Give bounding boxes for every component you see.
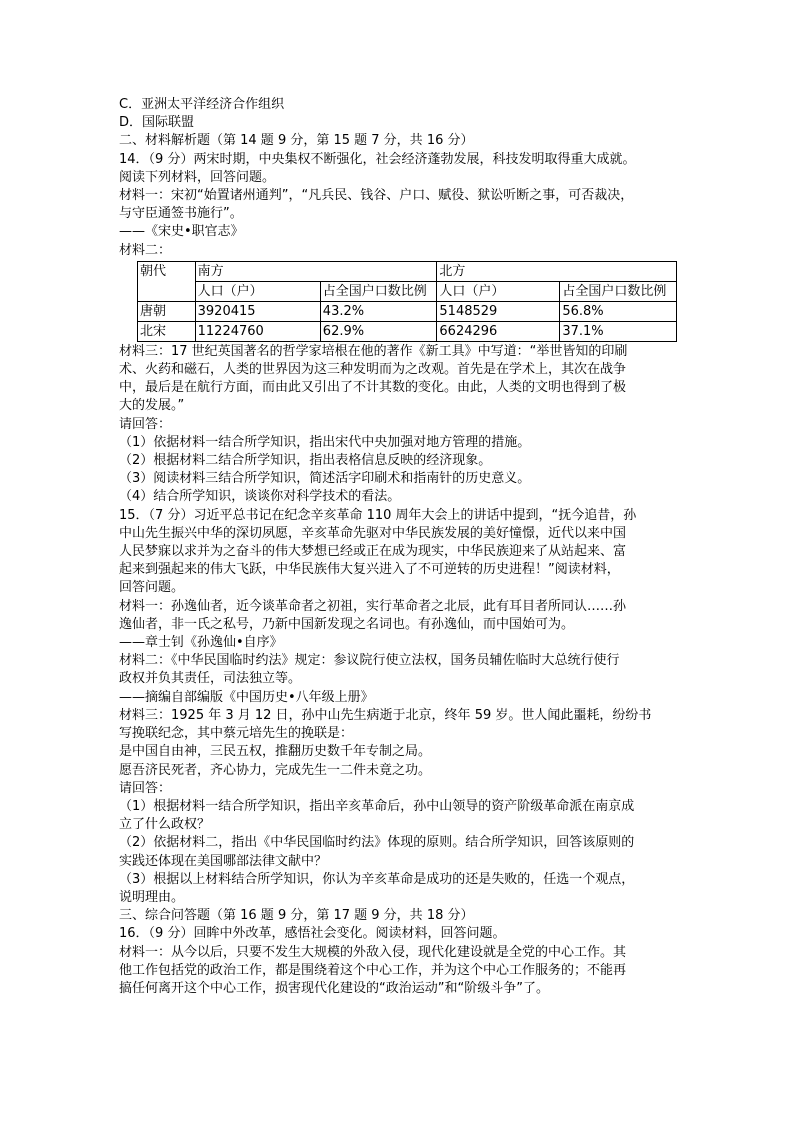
table-cell: 3920415 (195, 301, 320, 321)
table-subheader-row (138, 281, 677, 301)
text-line: （1）依据材料一结合所学知识，指出宋代中央加强对地方管理的措施。 (119, 434, 531, 450)
text-line: 二、材料解析题（第 14 题 9 分，第 15 题 7 分，共 16 分） (119, 133, 474, 149)
text-line: 逸仙者，非一氏之私号，乃新中国新发现之名词也。有孙逸仙，而中国始可为。 (119, 616, 575, 632)
text-line: 请回答： (119, 416, 172, 432)
text-line: 材料三：1925 年 3 月 12 日，孙中山先生病逝于北京，终年 59 岁。世人闻此噩耗，纷纷书 (119, 707, 652, 723)
text-line: 是中国自由神，三民五权，推翻历史数千年专制之局。 (119, 744, 432, 760)
text-line: 三、综合问答题（第 16 题 9 分，第 17 题 9 分，共 18 分） (119, 908, 474, 924)
text-line: 中，最后是在航行方面，而由此又引出了不计其数的变化。由此，人类的文明也得到了极 (119, 380, 627, 396)
text-line: 与守臣通签书施行”。 (119, 206, 243, 222)
text-line: 材料一：孙逸仙者，近今谈革命者之初祖，实行革命者之北辰，此有耳目者所同认……孙 (119, 598, 627, 614)
text-line: ——章士钊《孙逸仙•自序》 (119, 635, 283, 651)
text-line: 他工作包括党的政治工作，都是围绕着这个中心工作，并为这个中心工作服务的；不能再 (119, 962, 627, 978)
text-line: （3）阅读材料三结合所学知识，简述活字印刷术和指南针的历史意义。 (119, 471, 531, 487)
text-line: 阅读下列材料，回答问题。 (119, 169, 276, 185)
text-line: （2）根据材料二结合所学知识，指出表格信息反映的经济现象。 (119, 453, 492, 469)
text-line: 政权并负其责任，司法独立等。 (119, 671, 302, 687)
table-row (138, 301, 677, 321)
table-header-south: 南方 (195, 261, 437, 281)
table-cell: 5148529 (437, 301, 560, 321)
table-row (138, 321, 677, 341)
table-cell: 北宋 (138, 321, 196, 341)
text-block-bottom (119, 343, 679, 998)
text-line: 材料三：17 世纪英国著名的哲学家培根在他的著作《新工具》中写道：“举世皆知的印刷 (119, 343, 628, 359)
text-line: C．亚洲太平洋经济合作组织 (119, 97, 285, 112)
text-line: 大的发展。” (119, 398, 185, 414)
text-line: 愿吾济民死者，齐心协力，完成先生一二件未竟之功。 (119, 762, 432, 778)
table-cell: 6624296 (437, 321, 560, 341)
text-line: 材料一：从今以后，只要不发生大规模的外敌入侵，现代化建设就是全党的中心工作。其 (119, 944, 627, 960)
table-cell: 11224760 (195, 321, 320, 341)
text-line: ——《宋史•职官志》 (119, 224, 244, 240)
text-line: 说明理由。 (119, 889, 185, 905)
table-cell: 唐朝 (138, 301, 196, 321)
text-line: 人民梦寐以求并为之奋斗的伟大梦想已经或正在成为现实，中华民族迎来了从站起来、富 (119, 544, 627, 560)
text-line: 术、火药和磁石，人类的世界因为这三种发明而为之改观。首先是在学术上，其次在战争 (119, 362, 627, 378)
table-subheader-cell: 人口（户） (195, 281, 320, 301)
population-table (137, 261, 677, 342)
text-line: 材料二： (119, 242, 172, 258)
table-cell: 56.8% (560, 301, 677, 321)
text-line: 16．（9 分）回眸中外改革，感悟社会变化。阅读材料，回答问题。 (119, 926, 506, 942)
table-subheader-cell: 占全国户口数比例 (560, 281, 677, 301)
table-cell: 62.9% (320, 321, 437, 341)
text-line: （2）依据材料二，指出《中华民国临时约法》体现的原则。结合所学知识，回答该原则的 (119, 835, 635, 851)
text-line: （1）根据材料一结合所学知识，指出辛亥革命后，孙中山领导的资产阶级革命派在南京成 (119, 798, 635, 814)
table-subheader-cell: 占全国户口数比例 (320, 281, 437, 301)
table-header-dynasty: 朝代 (138, 261, 196, 301)
text-line: 请回答： (119, 780, 172, 796)
text-line: 起来到强起来的伟大飞跃，中华民族伟大复兴进入了不可逆转的历史进程！”阅读材料， (119, 562, 620, 578)
text-line: 15．（7 分）习近平总书记在纪念辛亥革命 110 周年大会上的讲话中提到，“抚今追昔，孙 (119, 507, 637, 523)
table-cell: 43.2% (320, 301, 437, 321)
text-line: 材料一：宋初“始置诸州通判”，“凡兵民、钱谷、户口、赋役、狱讼听断之事，可否裁决， (119, 188, 634, 204)
text-line: 写挽联纪念，其中蔡元培先生的挽联是： (119, 726, 354, 742)
text-line: （3）根据以上材料结合所学知识，你认为辛亥革命是成功的还是失败的，任选一个观点， (119, 871, 635, 887)
text-line: 14．（9 分）两宋时期，中央集权不断强化，社会经济蓬勃发展，科技发明取得重大成就。 (119, 151, 636, 167)
table-header-north: 北方 (437, 261, 677, 281)
text-line: 回答问题。 (119, 580, 185, 596)
table-header-row (138, 261, 677, 281)
text-line: 实践还体现在美国哪部法律文献中？ (119, 853, 328, 869)
text-line: 材料二：《中华民国临时约法》规定：参议院行使立法权，国务员辅佐临时大总统行使行 (119, 653, 620, 669)
text-line: （4）结合所学知识，谈谈你对科学技术的看法。 (119, 489, 401, 505)
text-line: D．国际联盟 (119, 115, 195, 131)
text-block-top (119, 96, 679, 260)
document-page (119, 96, 679, 998)
text-line: 立了什么政权？ (119, 817, 211, 833)
table-subheader-cell: 人口（户） (437, 281, 560, 301)
text-line: 搞任何离开这个中心工作，损害现代化建设的“政治运动”和“阶级斗争”了。 (119, 980, 549, 996)
text-line: 中山先生振兴中华的深切夙愿，辛亥革命先驱对中华民族发展的美好憧憬，近代以来中国 (119, 525, 627, 541)
text-line: ——摘编自部编版《中国历史•八年级上册》 (119, 689, 374, 705)
table-cell: 37.1% (560, 321, 677, 341)
